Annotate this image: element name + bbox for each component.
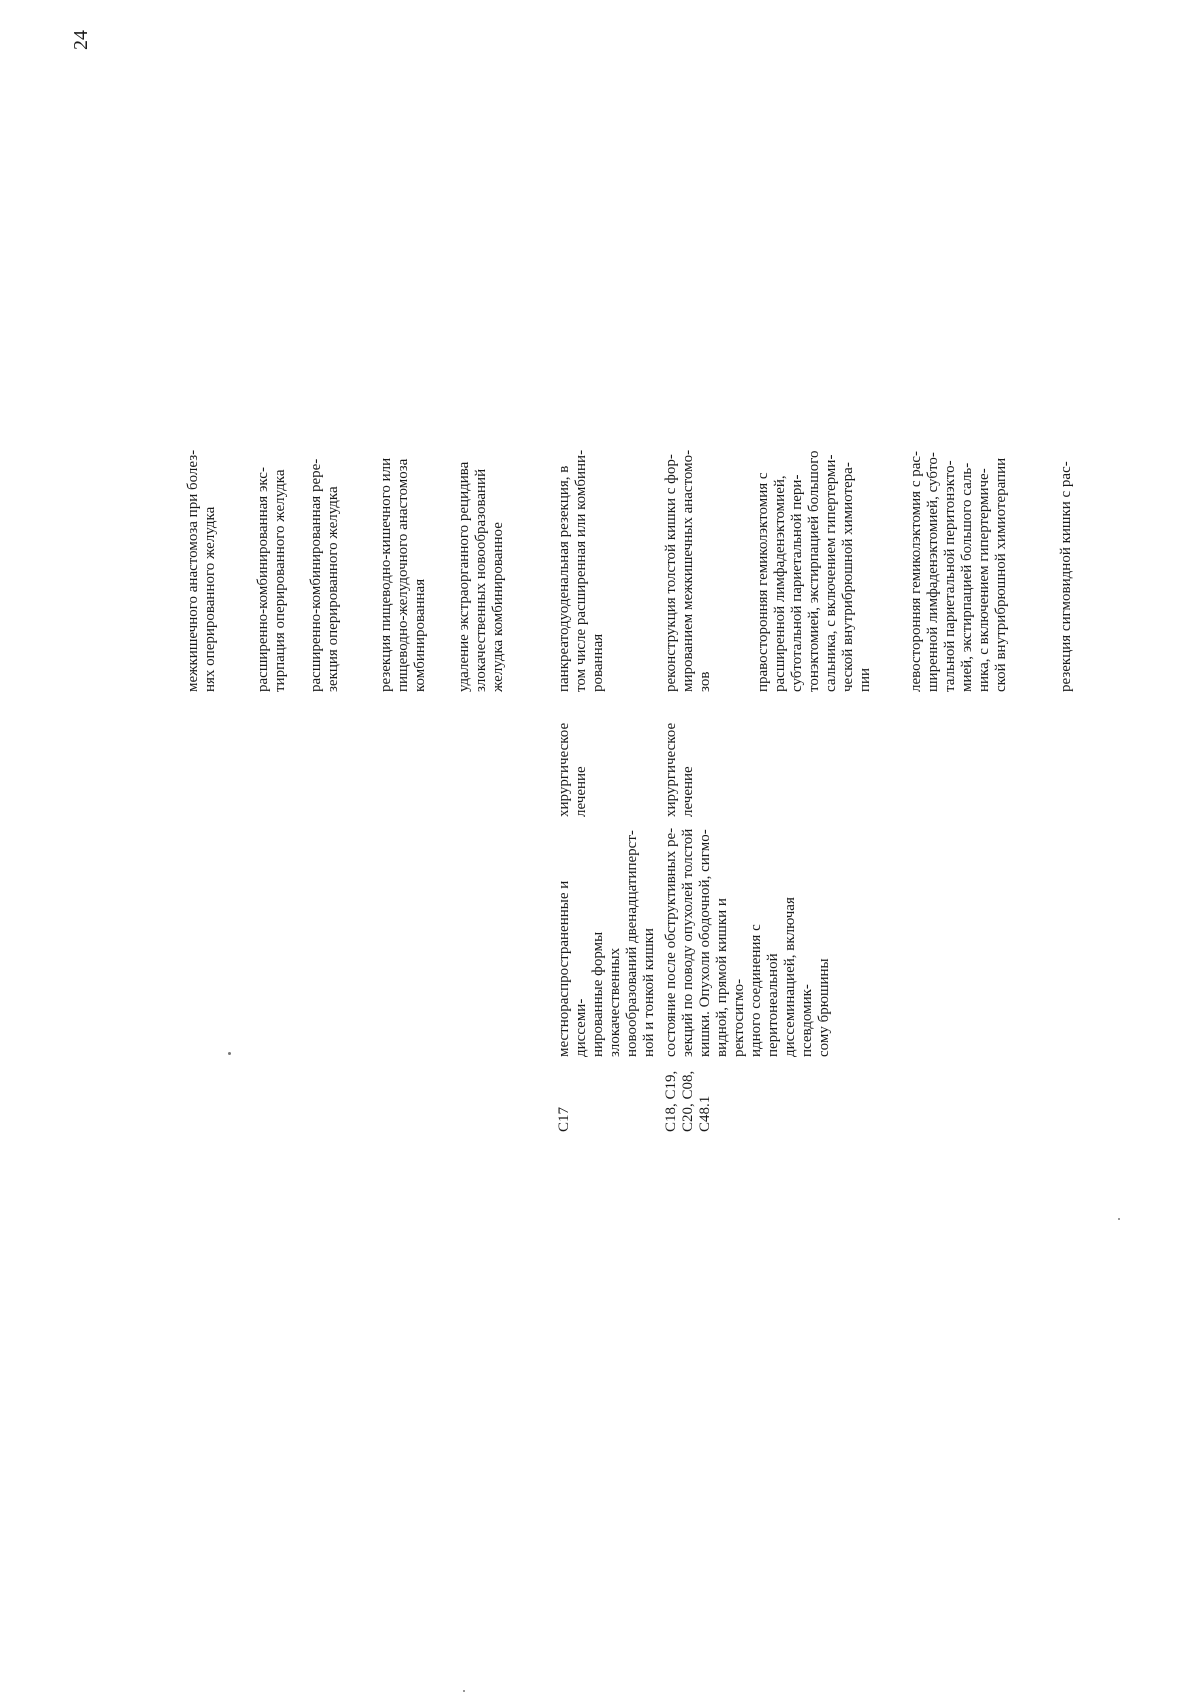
- disease-description: состояние после обструктивных ре- зекций по поводу опухолей толстой кишки. Опухоли ободочной, сигмо- видной, прямой кишки и ректосигмо- идного соединения с перитонеальной диссеминацией, включая псевдомик- сому брюшины: [663, 827, 832, 1057]
- diagnosis-code: C18, C19, C20, C08, C48.1: [663, 1070, 713, 1132]
- method-text: межкишечного анастомоза при болез- нях оперированного желудка: [185, 449, 218, 692]
- method-text: удаление экстраорганного рецидива злокачественных новообразований желудка комбинированное: [456, 461, 506, 692]
- diagnosis-code: C17: [556, 1106, 572, 1132]
- treatment-type: хирургическое лечение: [556, 722, 589, 817]
- scan-speck: [463, 1690, 465, 1692]
- method-text: реконструкция толстой кишки с фор- мированием межкишечных анастомо- зов: [663, 449, 713, 692]
- treatment-type: хирургическое лечение: [663, 722, 696, 817]
- method-text: резекция сигмовидной кишки с рас-: [1058, 461, 1074, 692]
- method-text: правосторонняя гемиколэктомия с расширенной лимфаденэктомией, субтотальной париетальной пери- тонэктомией, экстирпацией большого сальника, с включением гипертерми- ческой внутрибрюшной химиотера- пии: [755, 450, 873, 692]
- method-text: расширенно-комбинированная рере- зекция оперированного желудка: [308, 458, 341, 692]
- page-number: 24: [70, 30, 92, 50]
- method-text: панкреатодуоденальная резекция, в том числе расширенная или комбини- рованная: [556, 449, 606, 692]
- method-text: резекция пищеводно-кишечного или пищеводно-желудочного анастомоза комбинированная: [378, 457, 428, 692]
- method-text: левосторонняя гемиколэктомия с рас- ширенной лимфаденэктомией, субто- тальной париетальной перитонэкто- мией, экстирпацией большого саль- ника, с включением гипертермиче- ской внутрибрюшной химиотерапии: [908, 450, 1009, 692]
- disease-description: местнораспространенные и диссеми- нированные формы злокачественных новообразований двенадцатиперст- ной и тонкой кишки: [556, 830, 657, 1057]
- scan-speck: [228, 1052, 231, 1055]
- scan-speck: [1118, 1218, 1120, 1220]
- method-text: расширенно-комбинированная экс- тирпация оперированного желудка: [255, 467, 288, 692]
